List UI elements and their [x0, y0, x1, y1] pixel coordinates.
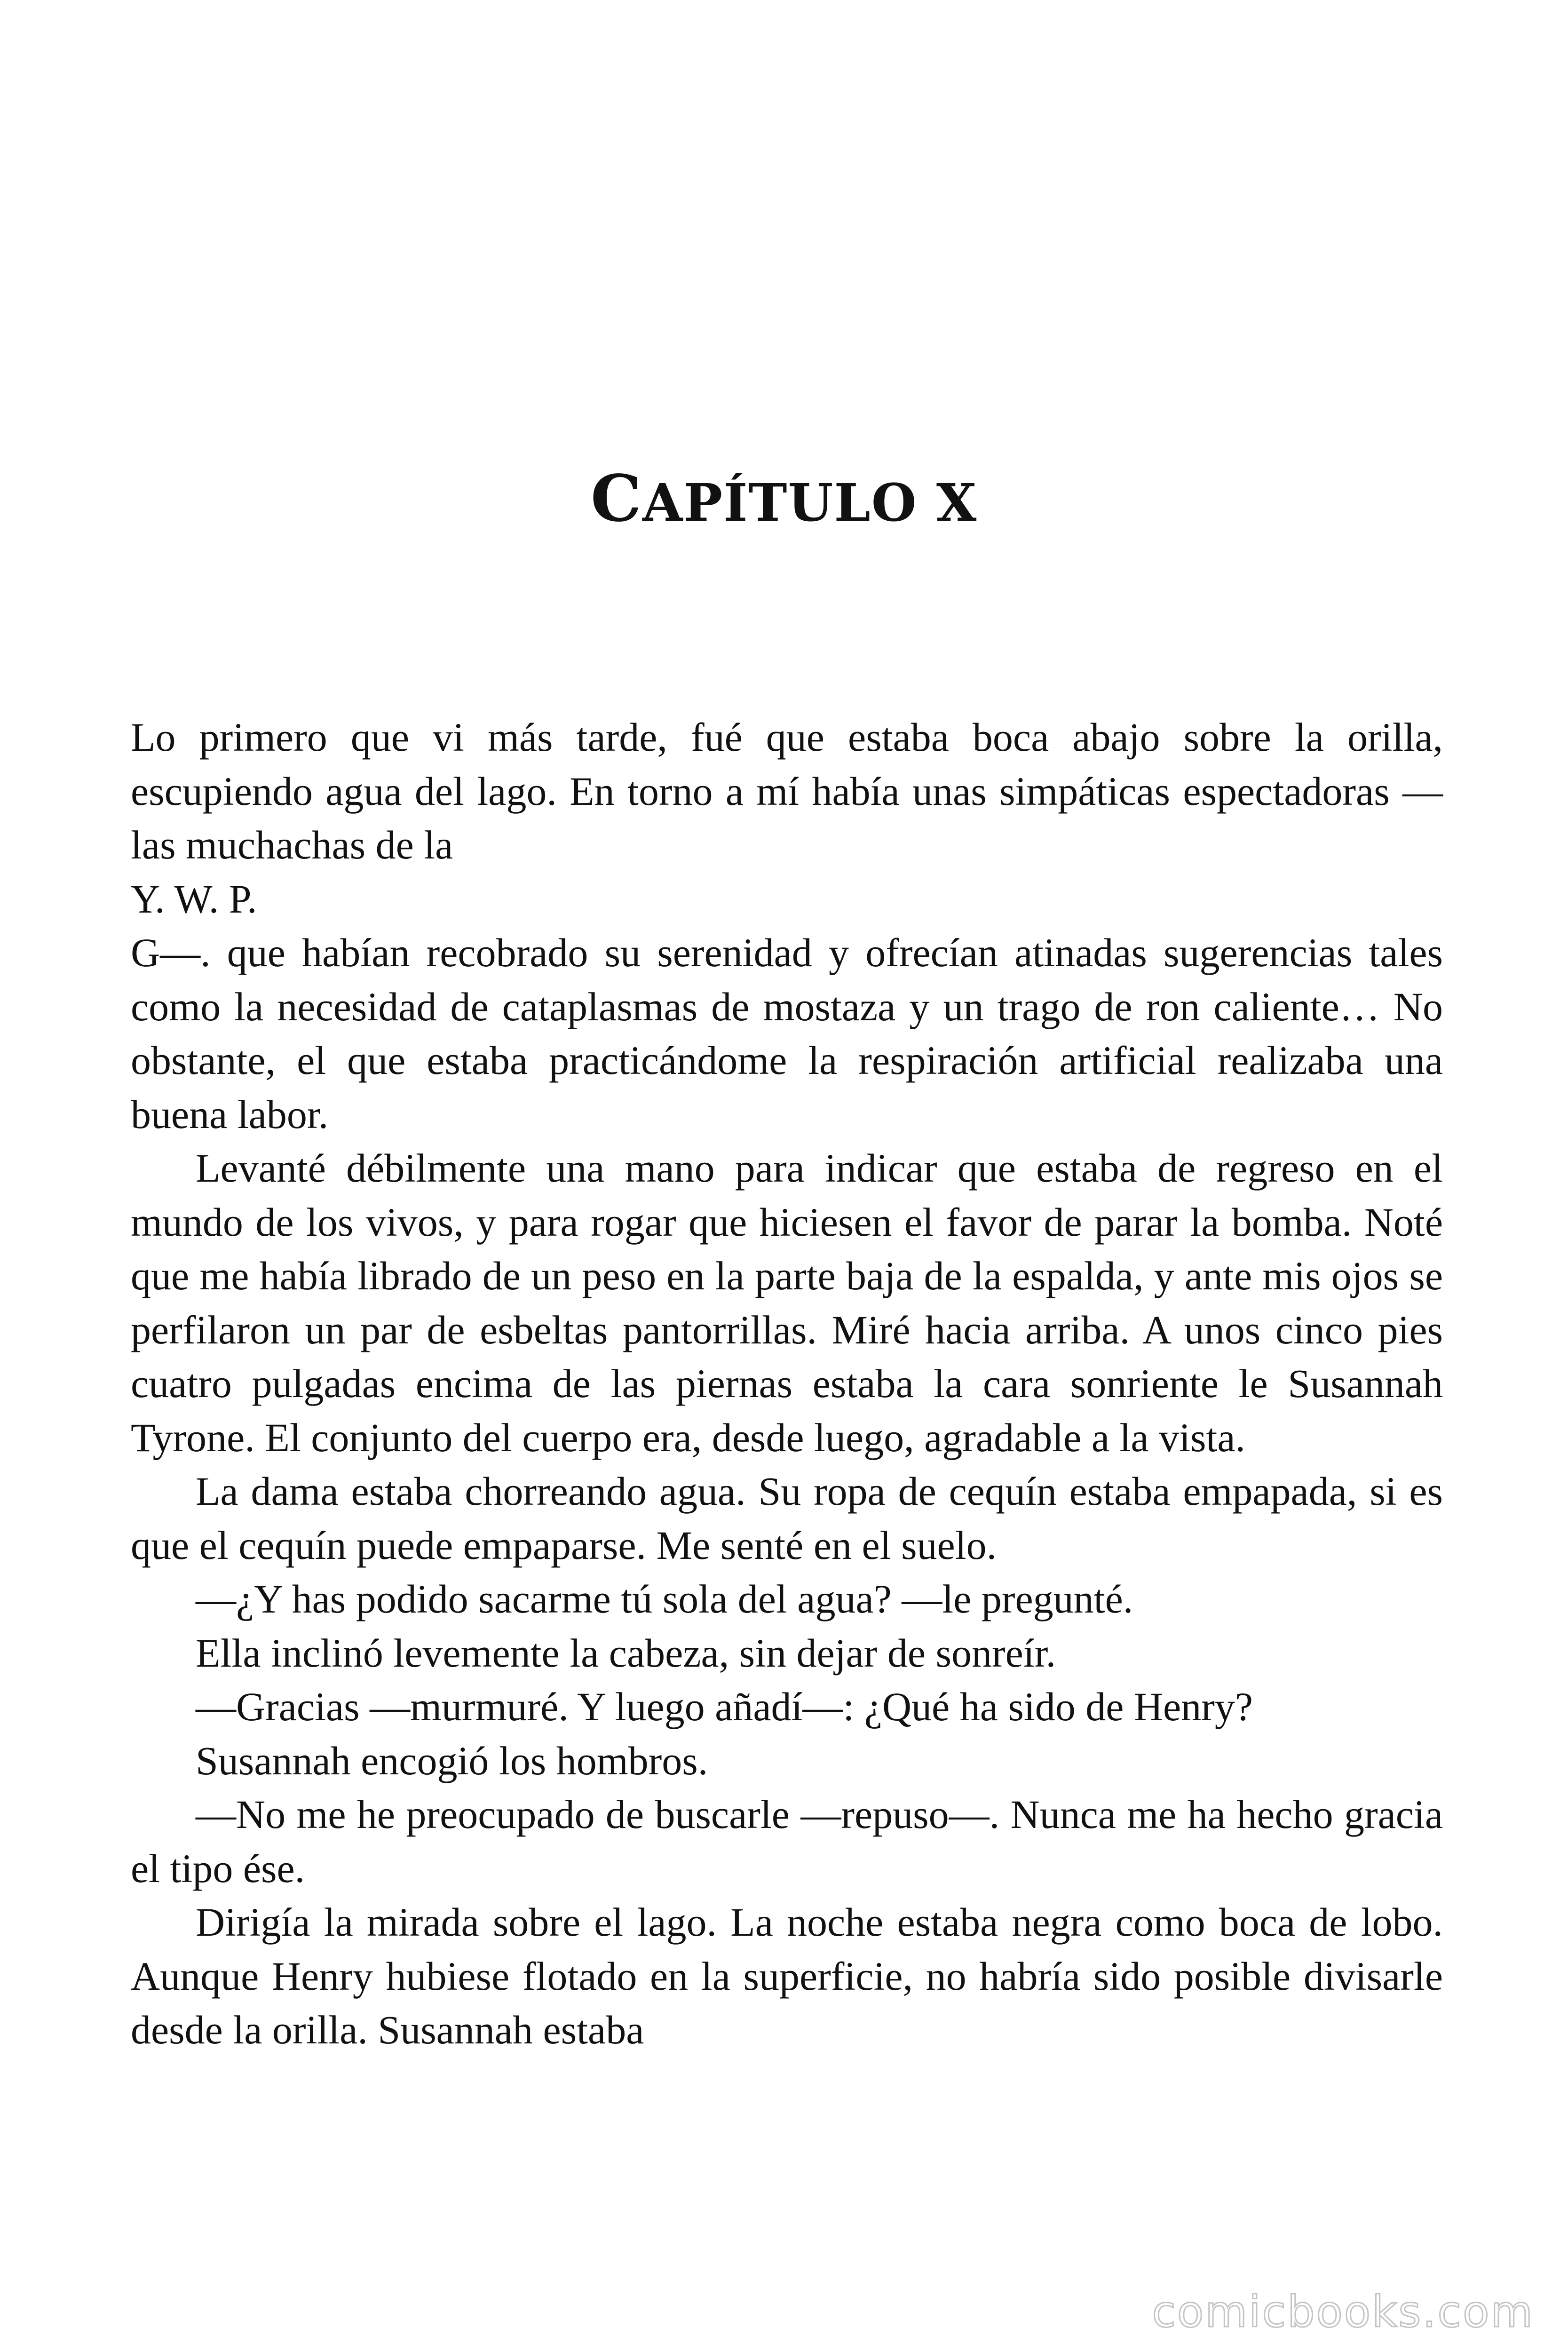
chapter-title-initial: C: [590, 461, 643, 536]
paragraph: Ella inclinó levemente la cabeza, sin dejar de sonreír.: [196, 1630, 1056, 1676]
paragraph: Susannah encogió los hombros.: [196, 1738, 708, 1783]
paragraph: Dirigía la mirada sobre el lago. La noche estaba negra como boca de lobo. Aunque Henry hubiese flotado en la superficie, no habría sido posible divisarle desde la orilla. Susannah estaba: [131, 1899, 1443, 2052]
paragraph: La dama estaba chorreando agua. Su ropa de cequín estaba empapada, si es que el cequín puede empaparse. Me senté en el suelo.: [131, 1469, 1443, 1568]
paragraph: —¿Y has podido sacarme tú sola del agua? —le pregunté.: [196, 1576, 1133, 1621]
paragraph: —Gracias —murmuré. Y luego añadí—: ¿Qué ha sido de Henry?: [196, 1684, 1253, 1729]
paragraph: Lo primero que vi más tarde, fué que estaba boca abajo sobre la orilla, escupiendo agua del lago. En torno a mí había unas simpáticas espectadoras —las muchachas de la: [131, 715, 1443, 867]
watermark: comicbooks.com: [1152, 2287, 1534, 2337]
chapter-body: [131, 710, 1443, 2057]
paragraph: G—. que habían recobrado su serenidad y ofrecían atinadas sugerencias tales como la necesidad de cataplasmas de mostaza y un trago de ron caliente… No obstante, el que estaba practicándome la respiración artificial realizaba una buena labor.: [131, 930, 1443, 1137]
chapter-title: [0, 461, 1568, 536]
paragraph: —No me he preocupado de buscarle —repuso—. Nunca me ha hecho gracia el tipo ése.: [131, 1792, 1443, 1891]
chapter-title-rest: APÍTULO X: [642, 472, 978, 533]
paragraph: Levanté débilmente una mano para indicar que estaba de regreso en el mundo de los vivos, y para rogar que hiciesen el favor de parar la bomba. Noté que me había librado de un peso en la parte baja de la espalda, y ante mis ojos se perfilaron un par de esbeltas pantorrillas. Miré hacia arriba. A unos cinco pies cuatro pulgadas encima de las piernas estaba la cara sonriente le Susannah Tyrone. El conjunto del cuerpo era, desde luego, agradable a la vista.: [131, 1145, 1443, 1460]
paragraph: Y. W. P.: [131, 876, 257, 922]
